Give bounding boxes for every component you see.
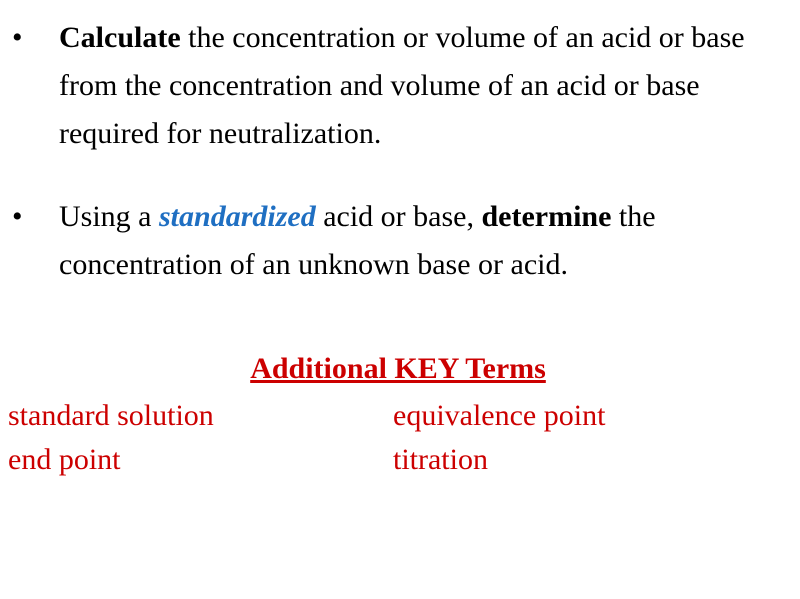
key-term: equivalence point — [393, 399, 606, 432]
objective-bullet-2 — [12, 193, 772, 289]
bold-verb-calculate: Calculate — [59, 21, 181, 54]
key-terms-row — [8, 438, 788, 482]
objective-2-part-5: the concentration of an unknown base or acid. — [59, 200, 656, 281]
key-terms-list — [8, 394, 788, 482]
key-term: standard solution — [8, 399, 214, 432]
objective-2-part-1: Using a — [59, 200, 159, 233]
highlight-standardized: standardized — [159, 200, 316, 233]
bold-verb-determine: determine — [481, 200, 612, 233]
key-term: end point — [8, 443, 121, 476]
objective-2-part-3: acid or base, — [315, 200, 482, 233]
key-terms-heading-text: Additional KEY Terms — [250, 352, 546, 385]
key-terms-heading — [0, 347, 800, 391]
objective-text-1 — [59, 14, 779, 158]
key-term: titration — [393, 443, 488, 476]
objective-text-2 — [59, 193, 779, 289]
bullet-marker: • — [12, 21, 23, 54]
objective-1-rest: the concentration or volume of an acid or base from the concentration and volume of an acid or base required for neutralization. — [59, 21, 745, 150]
key-terms-row — [8, 394, 788, 438]
bullet-marker: • — [12, 200, 23, 233]
objective-bullet-1 — [12, 14, 772, 158]
